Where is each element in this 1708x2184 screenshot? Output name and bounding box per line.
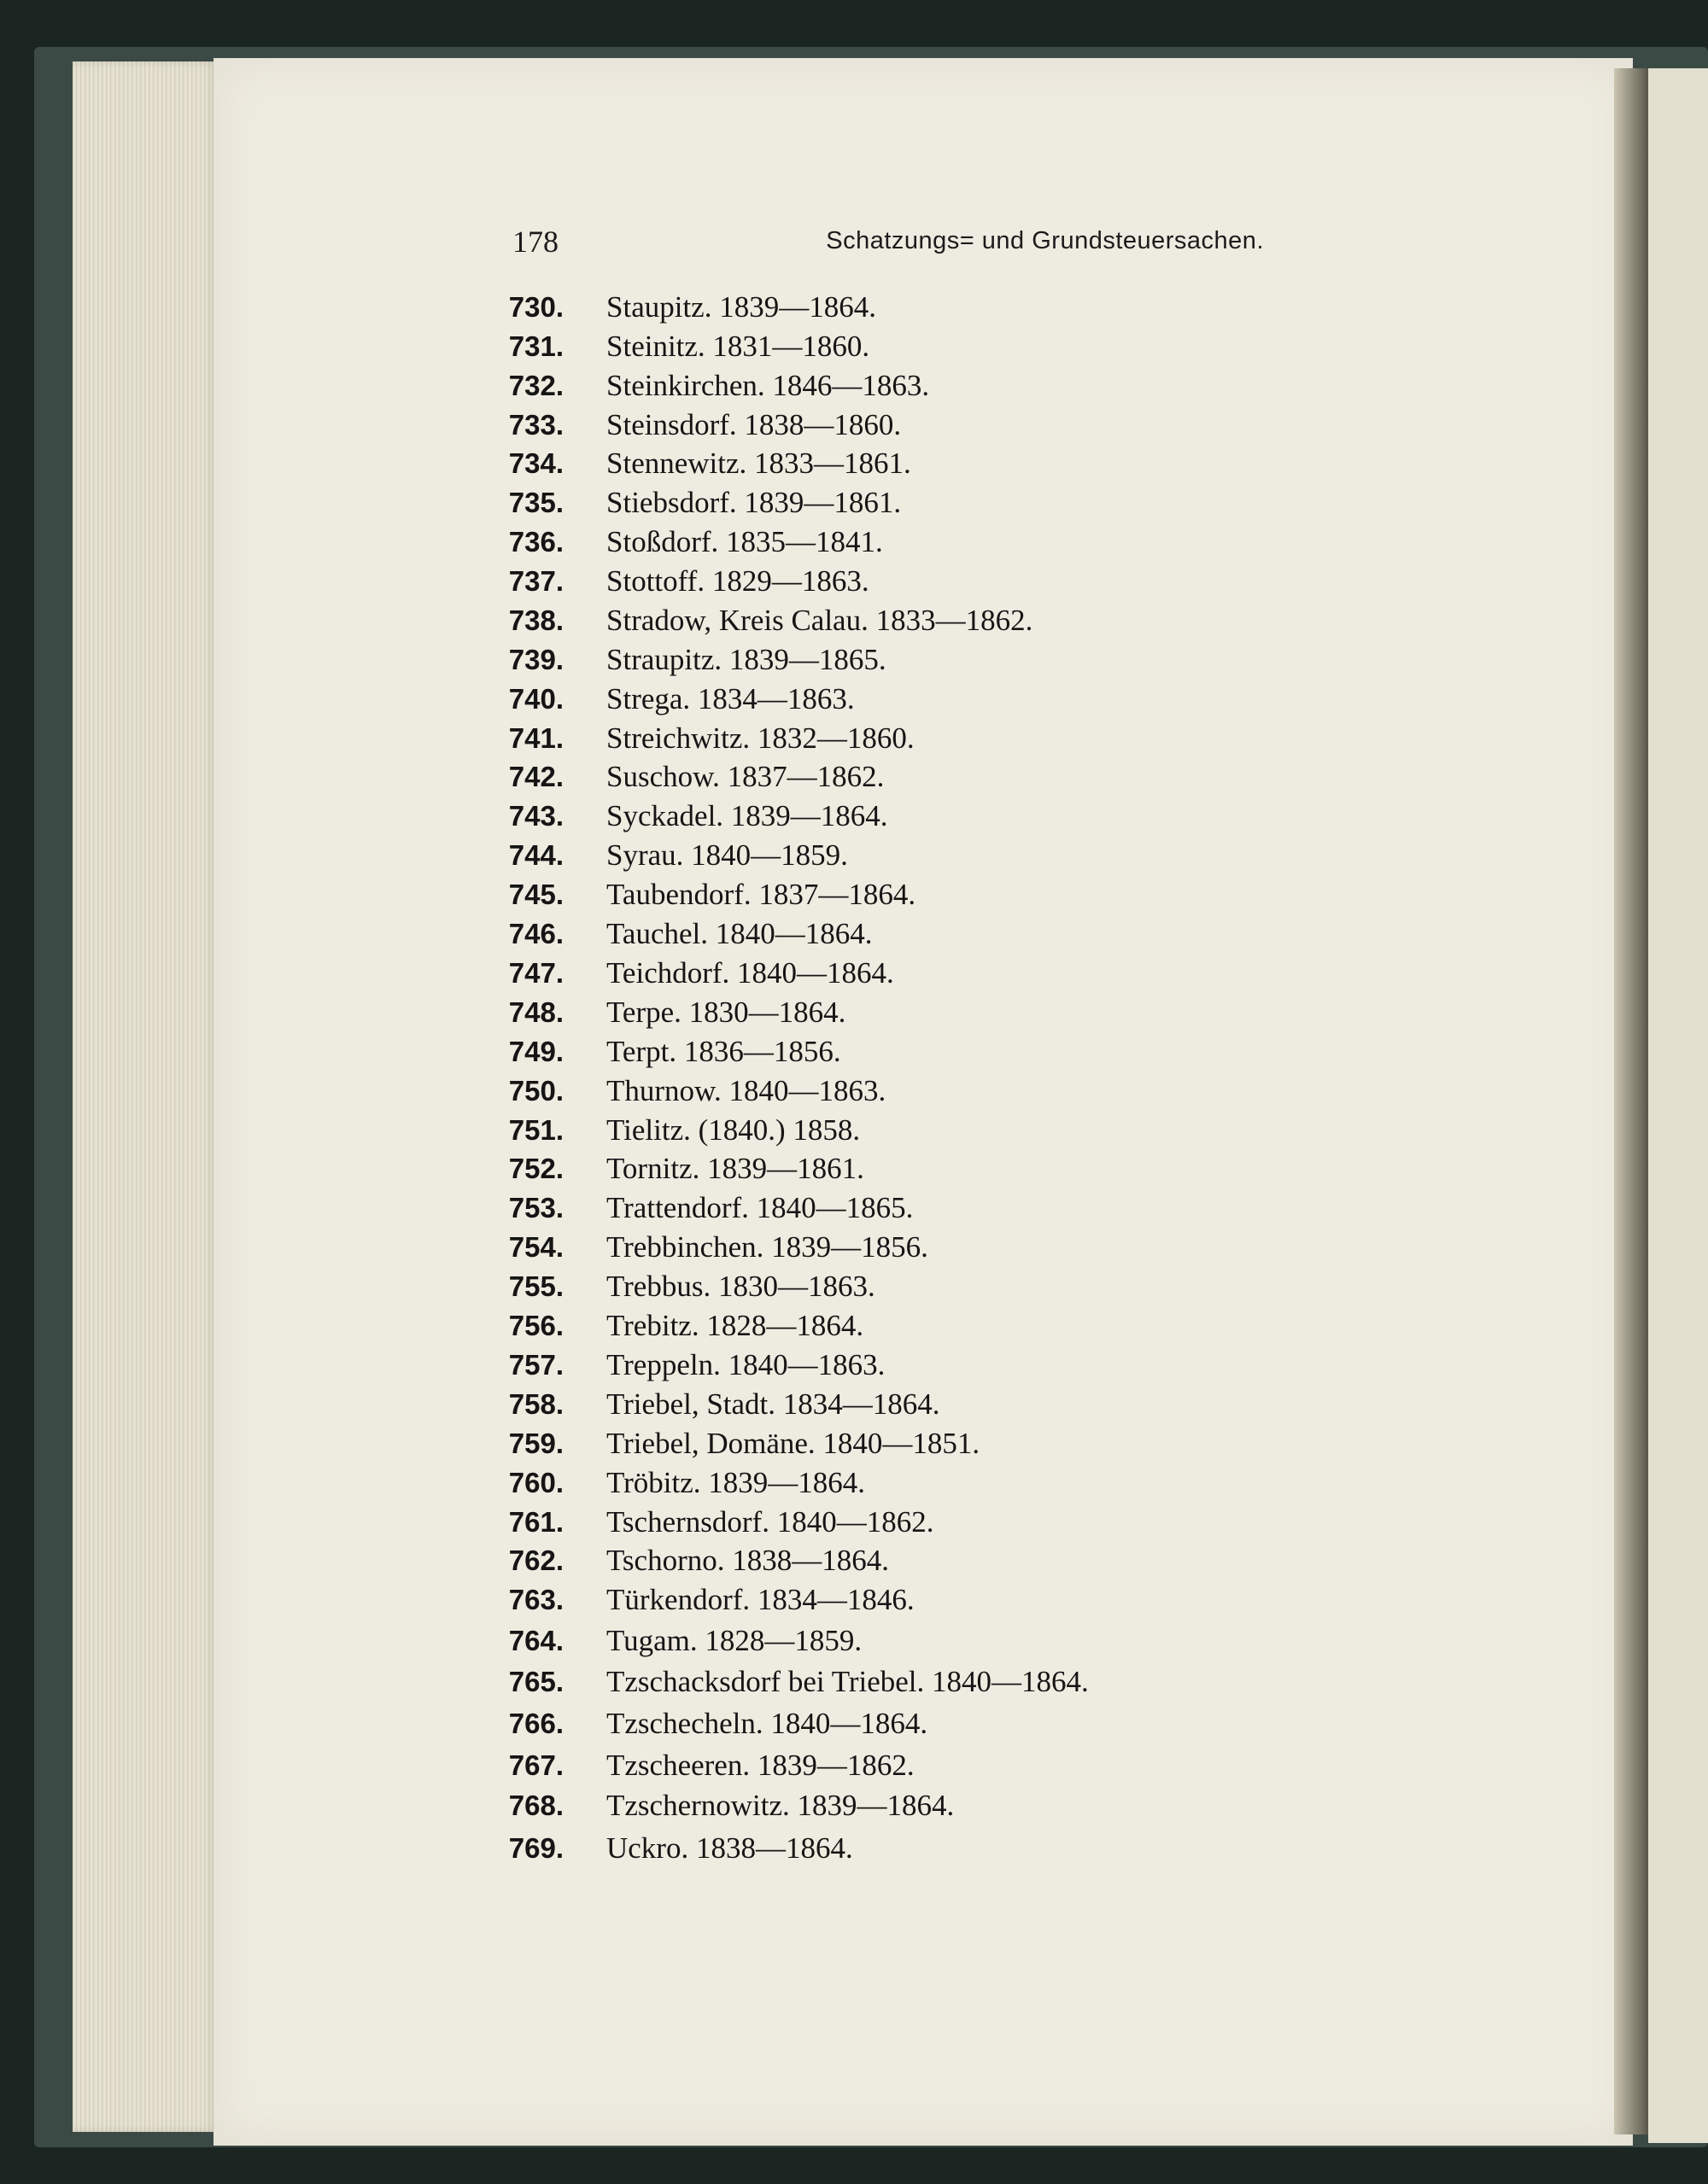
entry-row [504, 1464, 1358, 1502]
entry-text: Teichdorf. 1840—1864. [606, 956, 894, 990]
entry-row [504, 484, 1358, 522]
entry-number: 755. [508, 1270, 564, 1302]
running-head: Schatzungs= und Grundsteuersachen. [826, 227, 1264, 254]
entry-number: 768. [508, 1790, 564, 1821]
entry-row [504, 1229, 1358, 1266]
entry-text: Türkendorf. 1834—1846. [606, 1583, 915, 1616]
entry-number: 762. [508, 1545, 564, 1576]
entry-text: Triebel, Domäne. 1840—1851. [606, 1427, 980, 1460]
entry-number: 730. [508, 291, 564, 323]
entry-text: Tzschernowitz. 1839—1864. [606, 1789, 955, 1822]
entry-text: Suschow. 1837—1862. [606, 760, 885, 793]
entry-text: Terpt. 1836—1856. [606, 1035, 841, 1068]
entry-text: Tzscheeren. 1839—1862. [606, 1749, 915, 1782]
entry-row [504, 915, 1358, 953]
entry-text: Straupitz. 1839—1865. [606, 643, 886, 676]
entry-row [504, 837, 1358, 874]
entry-number: 753. [508, 1192, 564, 1223]
entry-number: 751. [508, 1114, 564, 1146]
entry-row [504, 955, 1358, 992]
entry-row [504, 1504, 1358, 1541]
entry-text: Syrau. 1840—1859. [606, 838, 848, 872]
entry-row [504, 1787, 1358, 1825]
entry-text: Strega. 1834—1863. [606, 682, 855, 715]
entry-text: Trattendorf. 1840—1865. [606, 1191, 914, 1224]
entry-number: 752. [508, 1153, 564, 1184]
entry-number: 764. [508, 1625, 564, 1656]
entry-row [504, 994, 1358, 1031]
entry-row [504, 602, 1358, 639]
entry-text: Tschorno. 1838—1864. [606, 1544, 889, 1577]
entry-number: 748. [508, 996, 564, 1028]
entry-number: 745. [508, 879, 564, 910]
entry-number: 742. [508, 761, 564, 792]
entry-row [504, 1189, 1358, 1227]
entry-row [504, 680, 1358, 718]
entry-text: Tornitz. 1839—1861. [606, 1152, 864, 1185]
facing-page-edge [1648, 68, 1708, 2143]
entry-text: Streichwitz. 1832—1860. [606, 721, 915, 755]
entry-row [504, 641, 1358, 679]
entry-number: 750. [508, 1075, 564, 1107]
entry-row [504, 1830, 1358, 1867]
entry-text: Steinitz. 1831—1860. [606, 330, 870, 363]
page-header [512, 224, 1264, 258]
entry-row [504, 1425, 1358, 1463]
entry-text: Steinkirchen. 1846—1863. [606, 369, 930, 402]
entry-row [504, 406, 1358, 444]
entry-number: 769. [508, 1832, 564, 1864]
entry-row [504, 1386, 1358, 1423]
entry-text: Tzschacksdorf bei Triebel. 1840—1864. [606, 1665, 1089, 1698]
entry-number: 738. [508, 604, 564, 636]
entry-text: Tugam. 1828—1859. [606, 1624, 863, 1657]
page-edges [73, 61, 218, 2132]
entry-row [504, 1663, 1358, 1701]
entry-row [504, 1622, 1358, 1660]
entry-number: 740. [508, 683, 564, 715]
entry-row [504, 1705, 1358, 1743]
entry-number: 763. [508, 1584, 564, 1615]
entry-number: 747. [508, 957, 564, 989]
entry-number: 744. [508, 839, 564, 871]
entry-row [504, 1072, 1358, 1110]
entry-text: Steinsdorf. 1838—1860. [606, 408, 902, 441]
entry-number: 754. [508, 1231, 564, 1263]
entry-number: 761. [508, 1506, 564, 1538]
entry-number: 737. [508, 565, 564, 597]
entry-row [504, 523, 1358, 561]
entry-text: Triebel, Stadt. 1834—1864. [606, 1387, 940, 1421]
entry-row [504, 563, 1358, 600]
entry-row [504, 1268, 1358, 1305]
entry-text: Taubendorf. 1837—1864. [606, 878, 916, 911]
entry-text: Trebitz. 1828—1864. [606, 1309, 864, 1342]
entry-text: Stoßdorf. 1835—1841. [606, 525, 883, 558]
entry-row [504, 1747, 1358, 1784]
entry-row [504, 720, 1358, 757]
entry-number: 767. [508, 1749, 564, 1781]
entry-number: 733. [508, 409, 564, 441]
entry-number: 736. [508, 526, 564, 558]
entry-row [504, 1346, 1358, 1384]
entry-text: Staupitz. 1839—1864. [606, 290, 876, 324]
entry-number: 743. [508, 800, 564, 832]
entry-number: 734. [508, 447, 564, 479]
entry-text: Stradow, Kreis Calau. 1833—1862. [606, 604, 1033, 637]
entry-row [504, 1033, 1358, 1071]
entry-number: 765. [508, 1666, 564, 1697]
entry-text: Tschernsdorf. 1840—1862. [606, 1505, 934, 1539]
entry-text: Uckro. 1838—1864. [606, 1831, 853, 1865]
entry-number: 741. [508, 722, 564, 754]
entry-number: 756. [508, 1310, 564, 1341]
entry-text: Stiebsdorf. 1839—1861. [606, 486, 902, 519]
entry-row [504, 758, 1358, 796]
entry-text: Stennewitz. 1833—1861. [606, 447, 911, 480]
entry-row [504, 289, 1358, 326]
entry-text: Tzschecheln. 1840—1864. [606, 1707, 928, 1740]
entry-row [504, 1542, 1358, 1580]
entry-number: 735. [508, 487, 564, 518]
entry-row [504, 1150, 1358, 1188]
entry-row [504, 367, 1358, 405]
page-number: 178 [512, 225, 559, 259]
entry-text: Thurnow. 1840—1863. [606, 1074, 886, 1107]
entry-number: 766. [508, 1708, 564, 1739]
entry-text: Tielitz. (1840.) 1858. [606, 1113, 861, 1147]
entry-row [504, 1581, 1358, 1619]
entry-number: 759. [508, 1428, 564, 1459]
entry-number: 731. [508, 330, 564, 362]
entry-text: Tröbitz. 1839—1864. [606, 1466, 866, 1499]
entry-row [504, 1307, 1358, 1345]
entry-number: 757. [508, 1349, 564, 1381]
entry-text: Syckadel. 1839—1864. [606, 799, 888, 832]
entry-number: 732. [508, 370, 564, 401]
entry-number: 739. [508, 644, 564, 675]
entry-number: 746. [508, 918, 564, 949]
entry-text: Trebbus. 1830—1863. [606, 1270, 875, 1303]
entry-row [504, 797, 1358, 835]
entry-row [504, 1112, 1358, 1149]
entry-number: 758. [508, 1388, 564, 1420]
entry-text: Stottoff. 1829—1863. [606, 564, 869, 598]
entry-row [504, 328, 1358, 365]
entry-text: Trebbinchen. 1839—1856. [606, 1230, 928, 1264]
entry-row [504, 876, 1358, 914]
entry-number: 760. [508, 1467, 564, 1498]
entry-number: 749. [508, 1036, 564, 1067]
entry-text: Tauchel. 1840—1864. [606, 917, 873, 950]
entry-row [504, 445, 1358, 482]
entry-text: Treppeln. 1840—1863. [606, 1348, 886, 1381]
entry-text: Terpe. 1830—1864. [606, 996, 846, 1029]
